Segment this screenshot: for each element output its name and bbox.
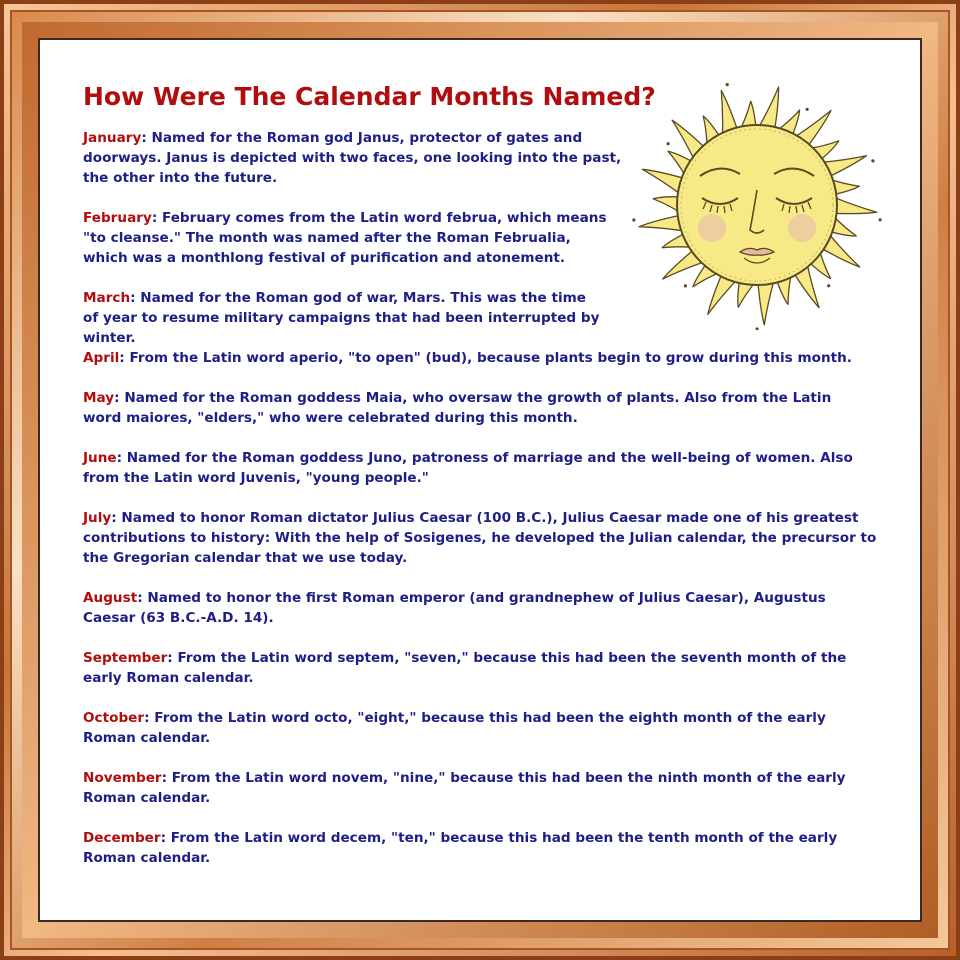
month-entry-may bbox=[83, 388, 863, 428]
month-entry-december bbox=[83, 828, 863, 868]
sun-sparkle-dot bbox=[827, 284, 830, 287]
sun-sparkle-dot bbox=[871, 159, 874, 162]
month-description: : Named for the Roman god of war, Mars. This was the time of year to resume military campaigns that had been interrupted by winter. bbox=[83, 290, 600, 346]
month-entry-february bbox=[83, 208, 613, 268]
month-name: August bbox=[83, 590, 138, 606]
month-entry-june bbox=[83, 448, 863, 488]
sun-sparkle-dot bbox=[684, 284, 687, 287]
month-name: June bbox=[83, 450, 117, 466]
month-name: March bbox=[83, 290, 131, 306]
sun-sparkle-dot bbox=[667, 142, 670, 145]
month-name: April bbox=[83, 350, 120, 366]
month-name: February bbox=[83, 210, 152, 226]
page-title: How Were The Calendar Months Named? bbox=[83, 82, 656, 111]
month-entry-july bbox=[83, 508, 883, 568]
month-description: : Named to honor Roman dictator Julius Caesar (100 B.C.), Julius Caesar made one of his greatest contributions to history: With the help of Sosigenes, he developed the Julian calendar, the precursor to the Gregorian calendar that we use today. bbox=[83, 510, 877, 566]
month-description: : Named for the Roman goddess Maia, who oversaw the growth of plants. Also from the Latin word maiores, "elders," who were celebrated during this month. bbox=[83, 390, 832, 426]
month-description: : From the Latin word decem, "ten," because this had been the tenth month of the early Roman calendar. bbox=[83, 830, 838, 866]
month-entry-april bbox=[83, 348, 863, 368]
month-description: : Named to honor the first Roman emperor (and grandnephew of Julius Caesar), Augustus Caesar (63 B.C.-A.D. 14). bbox=[83, 590, 826, 626]
sun-ray bbox=[833, 197, 877, 214]
month-name: December bbox=[83, 830, 161, 846]
month-name: July bbox=[83, 510, 112, 526]
month-entry-october bbox=[83, 708, 863, 748]
month-description: : From the Latin word septem, "seven," because this had been the seventh month of the early Roman calendar. bbox=[83, 650, 847, 686]
month-entry-march bbox=[83, 288, 603, 348]
month-entry-january bbox=[83, 128, 623, 188]
month-name: May bbox=[83, 390, 115, 406]
month-description: : From the Latin word aperio, "to open" (bud), because plants begin to grow during this month. bbox=[119, 350, 852, 366]
page-content bbox=[38, 38, 922, 922]
month-name: October bbox=[83, 710, 145, 726]
sun-sparkle-dot bbox=[879, 218, 882, 221]
month-description: : From the Latin word novem, "nine," because this had been the ninth month of the early Roman calendar. bbox=[83, 770, 846, 806]
month-description: : From the Latin word octo, "eight," because this had been the eighth month of the early Roman calendar. bbox=[83, 710, 826, 746]
sun-sparkle-dot bbox=[806, 108, 809, 111]
month-description: : February comes from the Latin word februa, which means "to cleanse." The month was named after the Roman Februalia, which was a monthlong festival of purification and atonement. bbox=[83, 210, 607, 266]
sun-sparkle-dot bbox=[726, 83, 729, 86]
month-description: : Named for the Roman goddess Juno, patroness of marriage and the well-being of women. Also from the Latin word Juvenis, "young people." bbox=[83, 450, 853, 486]
month-entry-september bbox=[83, 648, 863, 688]
month-entry-august bbox=[83, 588, 863, 628]
month-name: November bbox=[83, 770, 162, 786]
sun-sparkle-dot bbox=[756, 327, 759, 330]
month-description: : Named for the Roman god Janus, protector of gates and doorways. Janus is depicted with two faces, one looking into the past, the other into the future. bbox=[83, 130, 622, 186]
month-name: January bbox=[83, 130, 142, 146]
sun-face-icon bbox=[632, 80, 882, 330]
month-name: September bbox=[83, 650, 168, 666]
month-entry-november bbox=[83, 768, 863, 808]
sun-sparkle-dot bbox=[632, 218, 635, 221]
